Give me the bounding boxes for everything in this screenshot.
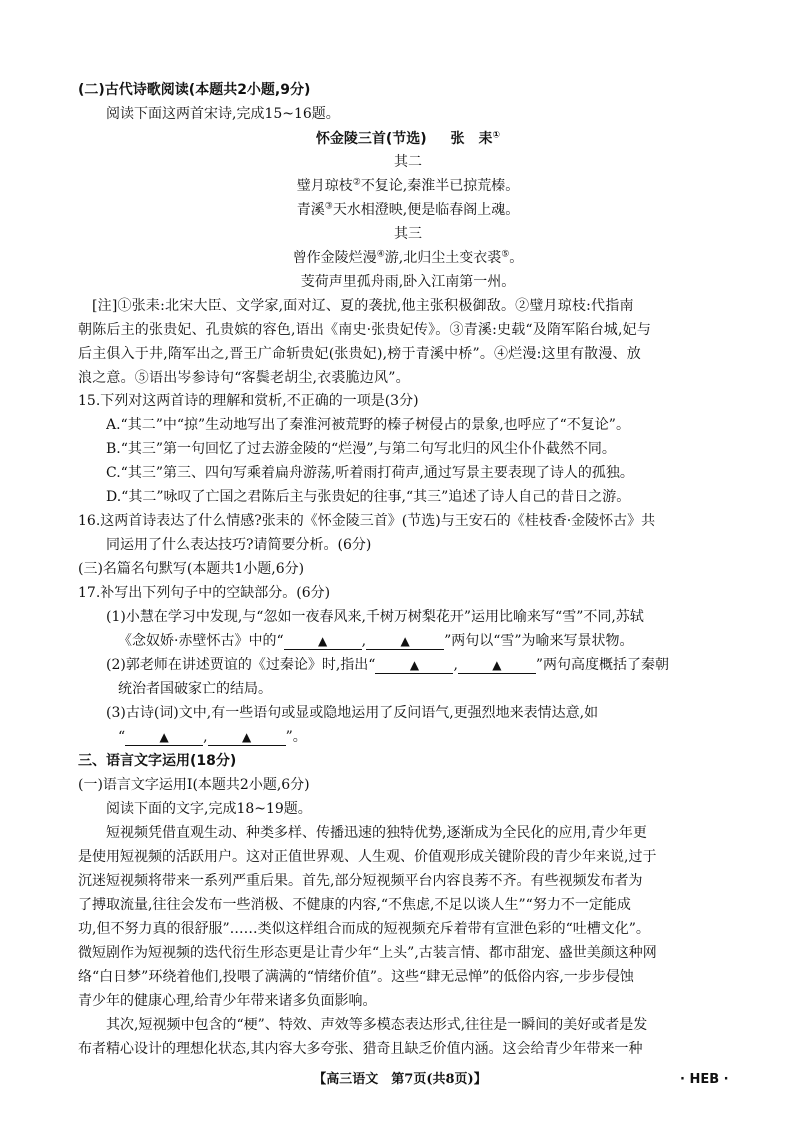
q17-sub3-line2: “ ▲ , ▲ ”。 — [118, 729, 307, 745]
question-16-line-1: 16.这两首诗表达了什么情感?张耒的《怀金陵三首》(节选)与王安石的《桂枝香·金陵怀古》共 — [78, 513, 656, 529]
q17-sub2-line1: (2)郭老师在讲述贾谊的《过秦论》时,指出“ ▲ , ▲ ”两句高度概括了秦朝 — [106, 657, 670, 673]
note-line-4: 浪之意。⑤语出岑参诗句“客鬓老胡尘,衣裘脆边风”。 — [78, 370, 410, 386]
recite-section-title: (三)名篇名句默写(本题共1小题,6分) — [78, 561, 305, 577]
passage-line: 其次,短视频中包含的“梗”、特效、声效等多模态表达形式,往往是一瞬间的美好或者是发 — [78, 1017, 648, 1033]
q15-option-a: A.“其二”中“掠”生动地写出了秦淮河被荒野的榛子树侵占的景象,也呼应了“不复论”。 — [106, 417, 630, 433]
poem-part3-line2: 芰荷声里孤舟雨,卧入江南第一州。 — [300, 274, 516, 290]
passage-line: 络“白日梦”环绕着他们,投喂了满满的“情绪价值”。这些“肆无忌惮”的低俗内容,一步步侵蚀 — [78, 969, 634, 985]
answer-blank[interactable]: ▲ — [366, 633, 444, 650]
q17-sub3-line1: (3)古诗(词)文中,有一些语句或显或隐地运用了反问语气,更强烈地来表情达意,如 — [106, 705, 599, 721]
passage-line: 短视频凭借直观生动、种类多样、传播迅速的独特优势,逐渐成为全民化的应用,青少年更 — [78, 825, 647, 841]
passage-line: 青少年的健康心理,给青少年带来诸多负面影响。 — [78, 993, 377, 1009]
page-number-label: 【高三语文 第7页(共8页)】 — [313, 1072, 487, 1087]
q17-sub1-line2: 《念奴娇·赤壁怀古》中的“ ▲ , ▲ ”两句以“雪”为喻来写景状物。 — [118, 633, 634, 649]
note-line-3: 后主俱入于井,隋军出之,晋王广命斩贵妃(张贵妃),榜于青溪中桥”。④烂漫:这里有散漫、放 — [78, 346, 641, 362]
q15-option-b: B.“其三”第一句回忆了过去游金陵的“烂漫”,与第二句写北归的风尘仆仆截然不同。 — [106, 441, 616, 457]
poetry-section-title: (二)古代诗歌阅读(本题共2小题,9分) — [78, 82, 311, 98]
poem-part3-label: 其三 — [394, 226, 422, 242]
passage-line: 是使用短视频的活跃用户。这对正值世界观、人生观、价值观形成关键阶段的青少年来说,过于 — [78, 849, 657, 865]
page-footer — [0, 1068, 800, 1092]
poem-author: 张 耒 — [450, 131, 493, 147]
poem-part2-label: 其二 — [394, 154, 422, 170]
answer-blank[interactable]: ▲ — [458, 657, 536, 674]
poem-part2-line2: 青溪③天水相澄映,便是临春阁上魂。 — [296, 201, 520, 218]
language-instruction: 阅读下面的文字,完成18~19题。 — [106, 801, 312, 817]
poem-title: 怀金陵三首(节选) — [315, 131, 427, 147]
poetry-instruction: 阅读下面这两首宋诗,完成15~16题。 — [106, 106, 340, 122]
question-16-line-2: 同运用了什么表达技巧?请简要分析。(6分) — [106, 537, 372, 553]
passage-line: 布者精心设计的理想化状态,其内容大多夸张、猎奇且缺乏价值内涵。这会给青少年带来一种 — [78, 1041, 643, 1057]
q17-sub2-line2: 统治者国破家亡的结局。 — [118, 681, 272, 697]
language-subsection-title: (一)语言文字运用Ⅰ(本题共2小题,6分) — [78, 777, 310, 793]
exam-code: · HEB · — [680, 1072, 729, 1087]
language-section-title: 三、语言文字运用(18分) — [78, 753, 237, 769]
q15-option-c: C.“其三”第三、四句写乘着扁舟游荡,听着雨打荷声,通过写景主要表现了诗人的孤独。 — [106, 465, 634, 481]
answer-blank[interactable]: ▲ — [284, 633, 362, 650]
answer-blank[interactable]: ▲ — [208, 729, 286, 746]
note-line-1: [注]①张耒:北宋大臣、文学家,面对辽、夏的袭扰,他主张积极御敌。②璧月琼枝:代指南 — [92, 298, 634, 314]
note-line-2: 朝陈后主的张贵妃、孔贵嫔的容色,语出《南史·张贵妃传》。③青溪:史载“及隋军陷台城,妃与 — [78, 322, 652, 338]
passage-line: 微短剧作为短视频的迭代衍生形态更是让青少年“上头”,古装言情、都市甜宠、盛世美颜这种网 — [78, 945, 657, 961]
q17-sub1-line1: (1)小慧在学习中发现,与“忽如一夜春风来,千树万树梨花开”运用比喻来写“雪”不同,苏轼 — [106, 609, 644, 625]
poem-part2-line1: 璧月琼枝②不复论,秦淮半已掠荒榛。 — [296, 177, 520, 194]
poem-part3-line1: 曾作金陵烂漫④游,北归尘土变衣裘⑤。 — [292, 249, 524, 266]
q15-option-d: D.“其二”咏叹了亡国之君陈后主与张贵妃的往事,“其三”追述了诗人自己的昔日之游。 — [106, 489, 631, 505]
question-17: 17.补写出下列句子中的空缺部分。(6分) — [78, 585, 331, 601]
answer-blank[interactable]: ▲ — [375, 657, 453, 674]
question-15: 15.下列对这两首诗的理解和赏析,不正确的一项是(3分) — [78, 393, 419, 409]
answer-blank[interactable]: ▲ — [125, 729, 203, 746]
passage-line: 了搏取流量,往往会发布一些消极、不健康的内容,“不焦虑,不足以谈人生”“努力不一定能成 — [78, 897, 631, 913]
passage-line: 沉迷短视频将带来一系列严重后果。首先,部分短视频平台内容良莠不齐。有些视频发布者为 — [78, 873, 643, 889]
passage-line: 功,但不努力真的很舒服”……类似这样组合而成的短视频充斥着带有宣泄色彩的“吐槽文化”。 — [78, 921, 650, 937]
poem-title-line: 怀金陵三首(节选) 张 耒① — [315, 130, 501, 147]
